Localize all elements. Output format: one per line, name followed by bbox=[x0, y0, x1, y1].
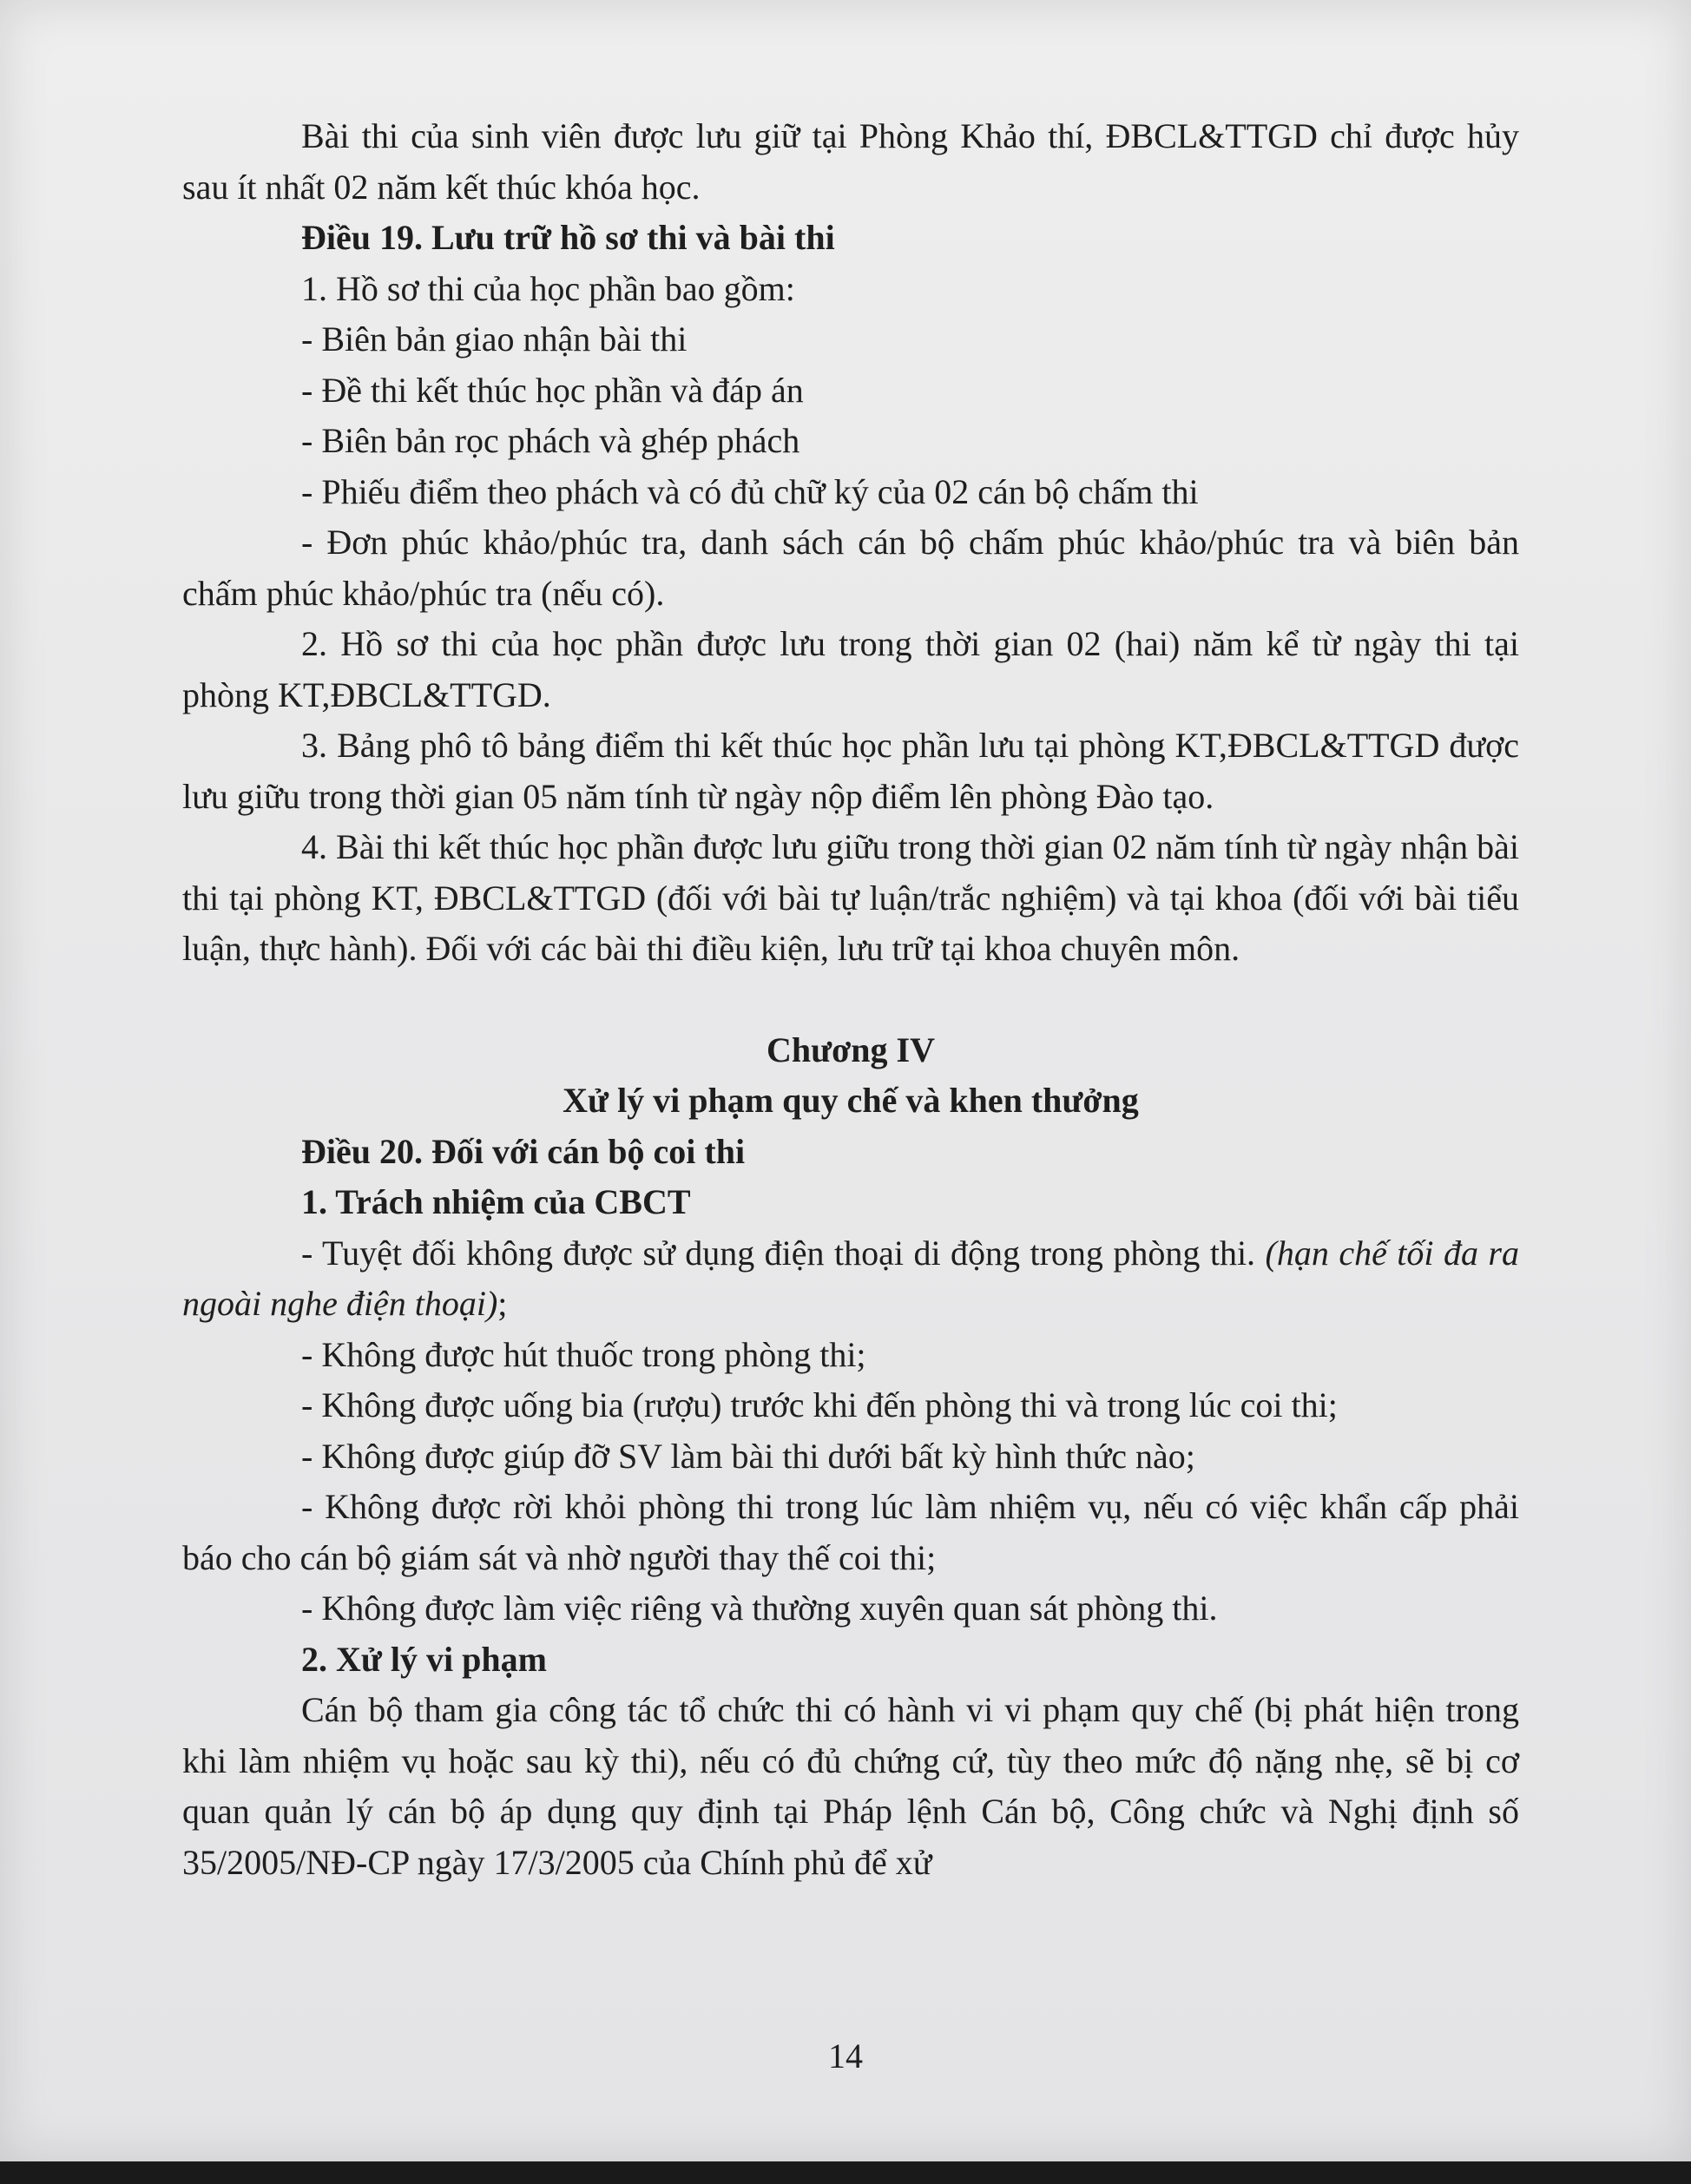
article-19-p2: 2. Hồ sơ thi của học phần được lưu trong thời gian 02 (hai) năm kể từ ngày thi tại phòng KT,ĐBCL&TTGD. bbox=[182, 624, 1519, 714]
list-item: - Không được làm việc riêng và thường xuyên quan sát phòng thi. bbox=[301, 1589, 1218, 1628]
phone-rule-note: (hạn chế tối đa ra ngoài nghe điện thoại) bbox=[182, 1233, 1519, 1323]
list-item: - Không được rời khỏi phòng thi trong lúc làm nhiệm vụ, nếu có việc khẩn cấp phải báo cho cán bộ giám sát và nhờ người thay thế coi thi; bbox=[182, 1487, 1519, 1577]
article-19-title: Điều 19. Lưu trữ hồ sơ thi và bài thi bbox=[301, 218, 835, 257]
list-item: - Đơn phúc khảo/phúc tra, danh sách cán bộ chấm phúc khảo/phúc tra và biên bản chấm phúc khảo/phúc tra (nếu có). bbox=[182, 523, 1519, 613]
list-item: - Biên bản rọc phách và ghép phách bbox=[301, 421, 800, 460]
list-item: - Không được giúp đỡ SV làm bài thi dưới bất kỳ hình thức nào; bbox=[301, 1436, 1195, 1476]
section-1-title: 1. Trách nhiệm của CBCT bbox=[301, 1182, 691, 1221]
page-number: 14 bbox=[828, 2036, 863, 2075]
article-19-p3: 3. Bảng phô tô bảng điểm thi kết thúc học phần lưu tại phòng KT,ĐBCL&TTGD được lưu giữu trong thời gian 05 năm tính từ ngày nộp điểm lên phòng Đào tạo. bbox=[182, 726, 1519, 816]
article-20-title: Điều 20. Đối với cán bộ coi thi bbox=[301, 1131, 746, 1171]
chapter-title: Chương IV bbox=[767, 1030, 935, 1069]
phone-rule-text: - Tuyệt đối không được sử dụng điện thoại di động trong phòng thi. bbox=[301, 1233, 1266, 1273]
paragraph-exam-storage: Bài thi của sinh viên được lưu giữ tại Phòng Khảo thí, ĐBCL&TTGD chỉ được hủy sau ít nhất 02 năm kết thúc khóa học. bbox=[182, 116, 1519, 207]
page-bottom-edge bbox=[0, 2161, 1691, 2184]
list-item: - Không được hút thuốc trong phòng thi; bbox=[301, 1334, 866, 1374]
list-item-phone-rule bbox=[182, 1228, 1519, 1330]
chapter-subtitle: Xử lý vi phạm quy chế và khen thưởng bbox=[563, 1081, 1139, 1120]
list-item: - Phiếu điểm theo phách và có đủ chữ ký của 02 cán bộ chấm thi bbox=[301, 471, 1199, 511]
list-item: - Không được uống bia (rượu) trước khi đến phòng thi và trong lúc coi thi; bbox=[301, 1385, 1338, 1424]
article-19-p4: 4. Bài thi kết thúc học phần được lưu giữu trong thời gian 02 năm tính từ ngày nhận bài thi tại phòng KT, ĐBCL&TTGD (đối với bài tự luận/trắc nghiệm) và tại khoa (đối với bài tiểu luận, thực hành). Đối với các bài thi điều kiện, lưu trữ tại khoa chuyên môn. bbox=[182, 827, 1519, 968]
list-item: - Biên bản giao nhận bài thi bbox=[301, 319, 688, 359]
spacer bbox=[182, 975, 1519, 1025]
section-2-title: 2. Xử lý vi phạm bbox=[301, 1639, 547, 1679]
phone-rule-tail: ; bbox=[497, 1284, 508, 1323]
article-19-p1: 1. Hồ sơ thi của học phần bao gồm: bbox=[301, 268, 795, 308]
list-item: - Đề thi kết thúc học phần và đáp án bbox=[301, 370, 804, 410]
section-2-text: Cán bộ tham gia công tác tổ chức thi có hành vi vi phạm quy chế (bị phát hiện trong khi làm nhiệm vụ hoặc sau kỳ thi), nếu có đủ chứng cứ, tùy theo mức độ nặng nhẹ, sẽ bị cơ quan quản lý cán bộ áp dụng quy định tại Pháp lệnh Cán bộ, Công chức và Nghị định số 35/2005/NĐ-CP ngày 17/3/2005 của Chính phủ để xử bbox=[182, 1690, 1519, 1882]
document-body bbox=[182, 111, 1519, 1888]
